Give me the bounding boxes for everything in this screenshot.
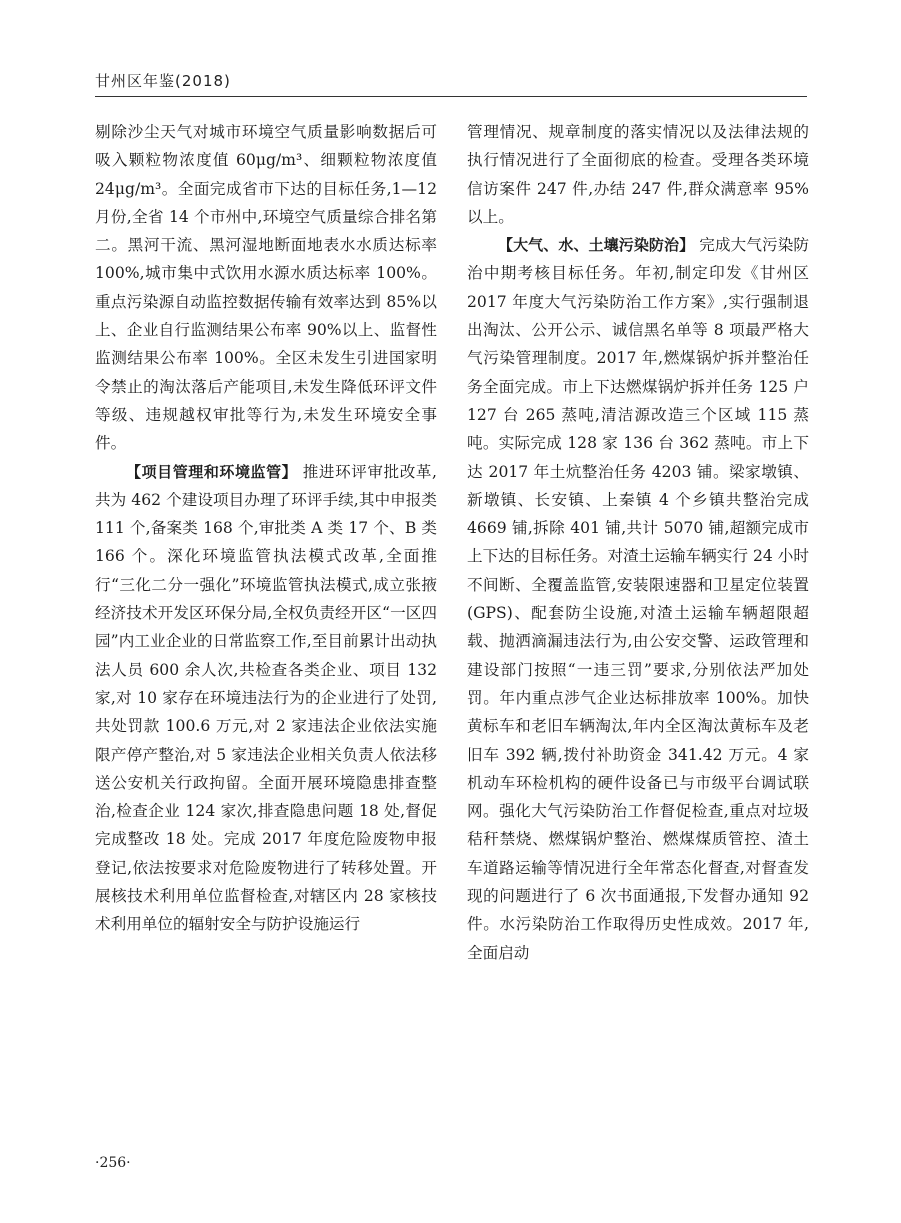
- paragraph-air-quality: 剔除沙尘天气对城市环境空气质量影响数据后可吸入颗粒物浓度值 60μg/m³、细颗粒物浓度值 24μg/m³。全面完成省市下达的目标任务,1—12 月份,全省 14 个市州中,环境空气质量综合排名第二。黑河干流、黑河湿地断面地表水水质达标率 100%,城市集中式饮用水源水质达标率 100%。重点污染源自动监控数据传输有效率达到 85%以上、企业自行监测结果公布率 90%以上、监督性监测结果公布率 100%。全区未发生引进国家明令禁止的淘汰落后产能项目,未发生降低环评文件等级、违规越权审批等行为,未发生环境安全事件。: [95, 123, 437, 453]
- left-column: [95, 118, 437, 939]
- section-heading-project-management: 【项目管理和环境监管】: [126, 462, 298, 481]
- section-heading-pollution-control: 【大气、水、土壤污染防治】: [498, 236, 695, 255]
- header-title: 甘州区年鉴(2018): [95, 72, 231, 90]
- running-header: [95, 64, 807, 97]
- paragraph-project-management-body: 推进环评审批改革,共为 462 个建设项目办理了环评手续,其中申报类 111 个,备案类 168 个,审批类 A 类 17 个、B 类 166 个。深化环境监管执法模式改革,全面推行“三化二分一强化”环境监管执法模式,成立张掖经济技术开发区环保分局,全权负责经开区“一区四园”内工业企业的日常监察工作,至目前累计出动执法人员 600 余人次,共检查各类企业、项目 132 家,对 10 家存在环境违法行为的企业进行了处罚,共处罚款 100.6 万元,对 2 家违法企业依法实施限产停产整治,对 5 家违法企业相关负责人依法移送公安机关行政拘留。全面开展环境隐患排查整治,检查企业 124 家次,排查隐患问题 18 处,督促完成整改 18 处。完成 2017 年度危险废物申报登记,依法按要求对危险废物进行了转移处置。开展核技术利用单位监督检查,对辖区内 28 家核技术利用单位的辐射安全与防护设施运行: [95, 462, 437, 934]
- paragraph-inspection-continuation: 管理情况、规章制度的落实情况以及法律法规的执行情况进行了全面彻底的检查。受理各类环境信访案件 247 件,办结 247 件,群众满意率 95%以上。: [467, 123, 809, 226]
- paragraph-pollution-control: [467, 231, 809, 967]
- page-number: ·256·: [95, 1155, 131, 1171]
- right-column: [467, 118, 809, 967]
- paragraph-project-management: [95, 458, 437, 939]
- paragraph-pollution-control-body: 完成大气污染防治中期考核目标任务。年初,制定印发《甘州区 2017 年度大气污染防治工作方案》,实行强制退出淘汰、公开公示、诚信黑名单等 8 项最严格大气污染管理制度。2017 年,燃煤锅炉拆并整治任务全面完成。市上下达燃煤锅炉拆并任务 125 户 127 台 265 蒸吨,清洁源改造三个区域 115 蒸吨。实际完成 128 家 136 台 362 蒸吨。市上下达 2017 年土炕整治任务 4203 铺。梁家墩镇、新墩镇、长安镇、上秦镇 4 个乡镇共整治完成 4669 铺,拆除 401 铺,共计 5070 铺,超额完成市上下达的目标任务。对渣土运输车辆实行 24 小时不间断、全覆盖监管,安装限速器和卫星定位装置(GPS)、配套防尘设施,对渣土运输车辆超限超载、抛洒滴漏违法行为,由公安交警、运政管理和建设部门按照“一违三罚”要求,分别依法严加处罚。年内重点涉气企业达标排放率 100%。加快黄标车和老旧车辆淘汰,年内全区淘汰黄标车及老旧车 392 辆,拨付补助资金 341.42 万元。4 家机动车环检机构的硬件设备已与市级平台调试联网。强化大气污染防治工作督促检查,重点对垃圾秸秆禁烧、燃煤锅炉整治、燃煤煤质管控、渣土车道路运输等情况进行全年常态化督查,对督查发现的问题进行了 6 次书面通报,下发督办通知 92 件。水污染防治工作取得历史性成效。2017 年,全面启动: [467, 236, 809, 962]
